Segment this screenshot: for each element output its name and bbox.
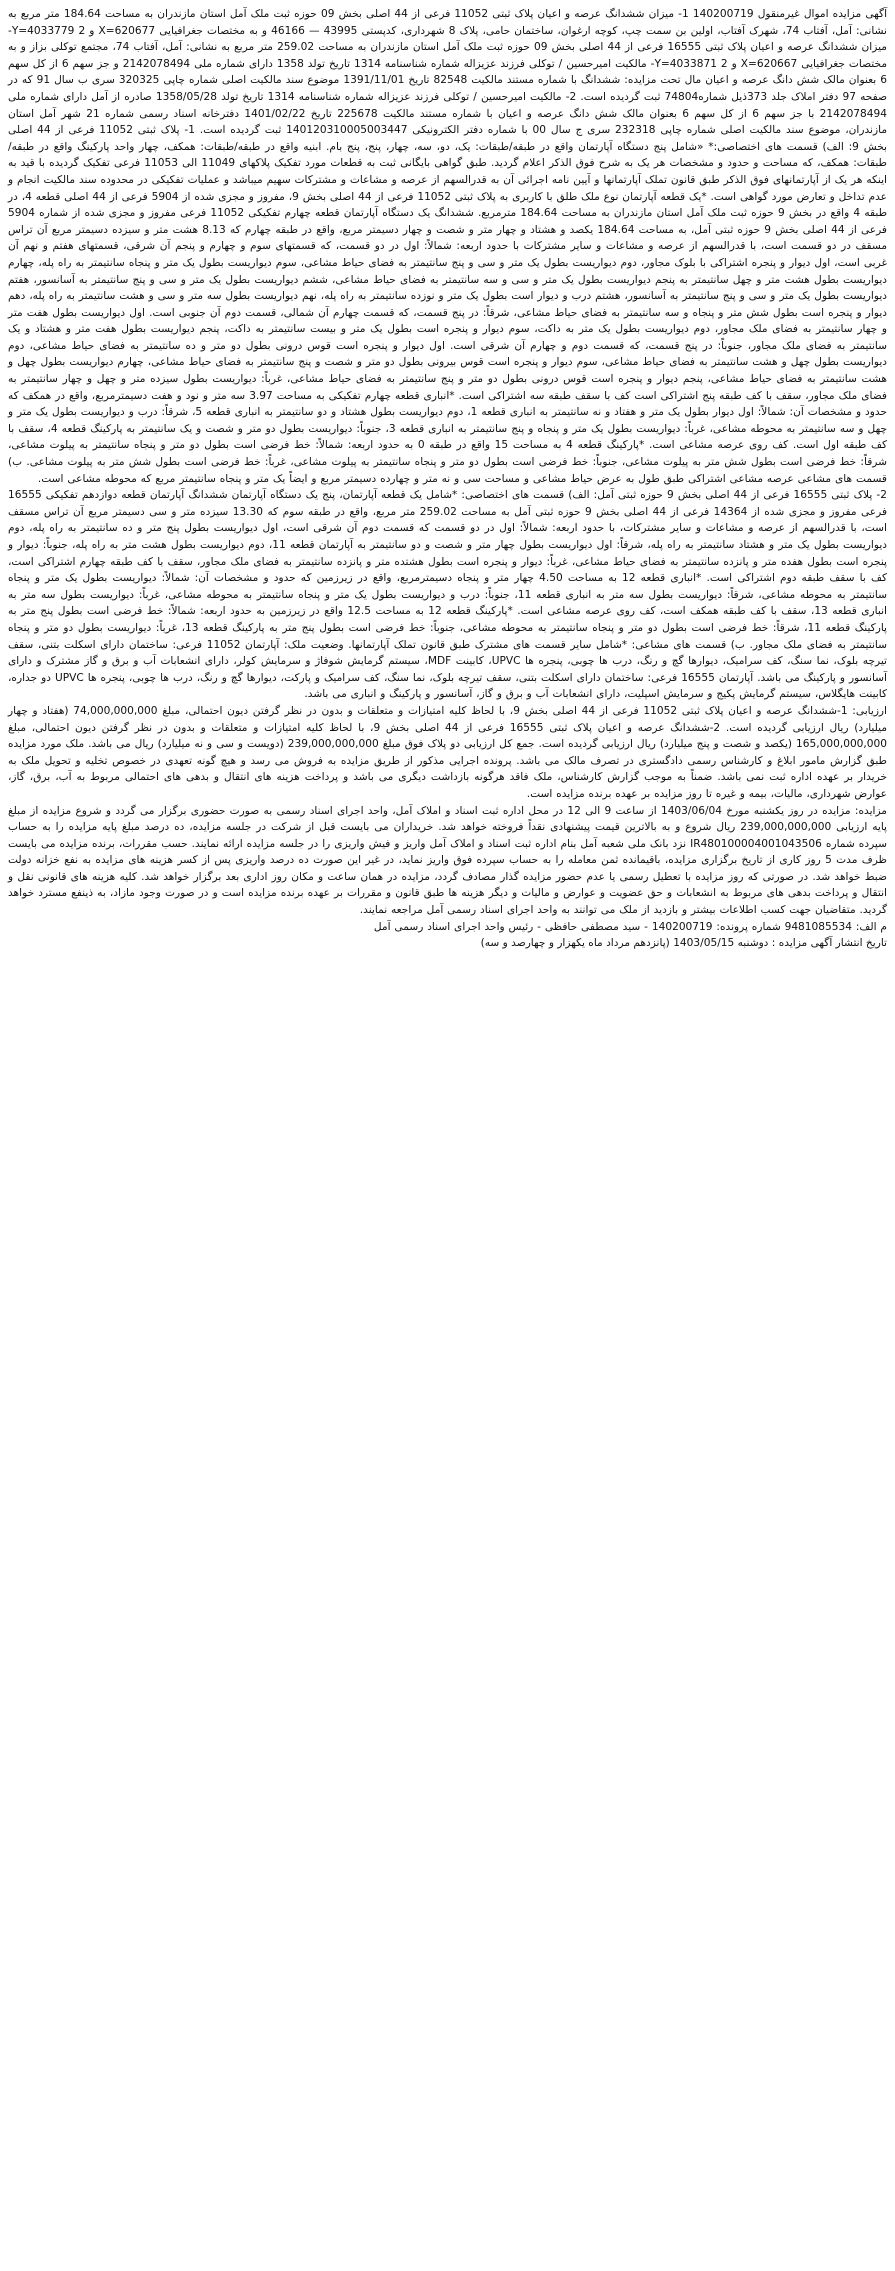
notice-paragraph-reference: م الف: 9481085534 شماره پرونده: 140200719 - سید مصطفی حافظی - رئیس واحد اجرای اسناد رسمی آمل [373, 920, 887, 933]
notice-paragraph-valuation: ارزیابی: 1-ششدانگ عرصه و اعیان پلاک ثبتی 11052 فرعی از 44 اصلی بخش 9، با لحاظ کلیه امتیازات و متعلقات و بدون در نظر گرفتن دیون احتمالی، مبلغ 74,000,000,000 (هفتاد و چهار میلیارد) ریال ارزیابی گردیده است. 2-ششدانگ عرصه و اعیان پلاک ثبتی 16555 فرعی از 44 اصلی بخش 9، با لحاظ کلیه امتیازات و متعلقات و بدون در نظر گرفتن دیون احتمالی، مبلغ 165,000,000,000 (یکصد و شصت و پنج میلیارد) ریال ارزیابی گردیده است. جمع کل ارزیابی دو پلاک فوق مبلغ 239,000,000,000 (دویست و سی و نه میلیارد) ریال می باشد. ملک مورد مزایده طبق گزارش مامور ابلاغ و کارشناس رسمی دادگستری در تصرف مالک می باشد. پرونده اجرایی مذکور از طریق مزایده به فروش می رسد و هیچ گونه تعهدی در خصوص تخلیه و تحویل ملک به خریدار بر عهده اداره ثبت نمی باشد. ضمناً به موجب گزارش کارشناس، ملک فاقد هرگونه بازداشت دیگری می باشد و پرداخت هزینه های انتقال و بدهی های احتمالی مربوط به آب، برق، گاز، عوارض شهرداری، مالیات، بیمه و غیره تا روز مزایده بر عهده برنده مزایده است. [8, 704, 888, 800]
notice-paragraph-property-description: آگهی مزایده اموال غیرمنقول 140200719 1- میزان ششدانگ عرصه و اعیان پلاک ثبتی 11052 فرعی از 44 اصلی بخش 09 حوزه ثبت ملک آمل استان مازندران به مساحت 184.64 متر مربع به نشانی: آمل، آفتاب 74، شهرک آفتاب، اولین بن سمت چپ، کوچه ارغوان، ساختمان حامی، پلاک 8 شهرداری، کدپستی 43995 — 46166 و به مختصات جغرافیایی X=620677 و Y=4033779 2- میزان ششدانگ عرصه و اعیان پلاک ثبتی 16555 فرعی از 44 اصلی بخش 09 حوزه ثبت ملک آمل استان مازندران به مساحت 259.02 متر مربع به نشانی: آمل، آفتاب 74، مجتمع توکلی بزاز و به مختصات جغرافیایی X=620667 و Y=4033871 2- مالکیت امیرحسین / توکلی فرزند عزیزاله شماره شناسنامه 1314 تاریخ تولد 1358 دارای شماره ملی 2142078494 و جز سهم 6 از کل سهم 6 بعنوان مالک شش دانگ عرصه و اعیان مال تحت مزایده: ششدانگ با شماره مستند مالکیت 82548 تاریخ 1391/11/01 موضوع سند مالکیت اصلی شماره چاپی 320325 سری ب سال 91 که در صفحه 97 دفتر املاک جلد 373ذیل شماره74804 ثبت گردیده است. 2- مالکیت امیرحسین / توکلی فرزند عزیزاله شماره شناسنامه 1314 تاریخ تولد 1358/05/28 صادره از آمل دارای شماره ملی 2142078494 با جز سهم 6 از کل سهم 6 بعنوان مالک شش دانگ عرصه و اعیان با شماره مستند مالکیت 225678 تاریخ 1401/02/22 دفترخانه اسناد رسمی شماره 21 شهر آمل استان مازندران، موضوع سند مالکیت اصلی شماره چاپی 232318 سری ج سال 00 با شماره دفتر الکترونیکی 140120310005003447 ثبت گردیده است. 1- پلاک ثبتی 11052 فرعی از 44 اصلی بخش 9: الف) قسمت های اختصاصی:* «شامل پنج دستگاه آپارتمان واقع در طبقه/طبقات: یک، دو، سه، چهار، پنج، پنج بام. ابنیه واقع در طبقه/طبقات: همکف، چهار واحد پارکینگ واقع در طبقه/طبقات: همکف، که مساحت و حدود و مشخصات هر یک به شرح فوق الذکر اعلام گردید. طبق گواهی بایگانی ثبت به قطعات مورد تفکیک پلاکهای 11049 الی 11053 فرعی تفکیک گردیده با قید به اینکه هر یک از آپارتمانهای فوق الذکر طبق قانون تملک آپارتمانها و آیین نامه اجرائی آن به قدرالسهم از عرصه و مشاعات و مشترکات سهیم میباشد و عملیات تفکیکی در محدوده سند مالکیت انجام و عدم تداخل و تعارض مورد گواهی است. *یک قطعه آپارتمان نوع ملک طلق با کاربری به پلاک ثبتی 11052 فرعی از 44 اصلی بخش 9، مفروز و مجزی شده از 5904 فرعی از 44 اصلی قطعه 4، در طبقه 4 واقع در بخش 9 حوزه ثبت ملک آمل استان مازندران به مساحت 184.64 مترمربع. ششدانگ یک دستگاه آپارتمان قطعه چهارم تفکیکی 11052 فرعی مفروز و مجزی شده از شماره 5904 فرعی از 44 اصلی بخش 9 حوزه ثبتی آمل، به مساحت 184.64 یکصد و هشتاد و چهار متر و شصت و چهار دسیمتر مربع، واقع در طبقه چهارم که 8.13 هشت متر و سیزده دسیمتر مربع آن تراس مسقف در دو قسمت است، با قدرالسهم از عرصه و مشاعات و سایر مشترکات با حدود اربعه: شمالاً: اول در دو قسمت، که قسمتهای سوم و چهارم و پنجم آن شرقی، قسمتهای هفتم و نهم آن غربی است، اول دیوار و پنجره اشتراکی با بلوک مجاور، دوم دیواریست بطول یک متر و سی و پنج سانتیمتر به فضای حیاط مشاعی، سوم دیواریست بطول یک متر و پنجاه سانتیمتر به راه پله، چهارم دیواریست بطول هشت متر و چهل سانتیمتر به پنجم دیواریست بطول یک متر و سی و سه سانتیمتر به فضای حیاط مشاعی، ششم دیواریست بطول یک متر و سی و پنج سانتیمتر به آسانسور، هفتم دیواریست بطول یک متر و سی و پنج سانتیمتر به آسانسور، هشتم درب و دیوار است بطول یک متر و نوزده سانتیمتر به راه پله، نهم دیواریست بطول سه متر و سی و هشت سانتیمتر به راه پله، دهم دیوار و پنجره است بطول شش متر و پنجاه و سه سانتیمتر به فضای حیاط مشاعی، شرقاً: در پنج قسمت، که قسمت چهارم آن شمالی، قسمت دوم آن جنوبی است. اول دیواریست بطول هفت متر و چهار سانتیمتر به فضای ملک مجاور، دوم دیواریست بطول یک متر به داکت، سوم دیوار و پنجره است بطول یک متر و بیست سانتیمتر به داکت، پنجم دیواریست بطول هفت متر و هشتاد و یک سانتیمتر به فضای ملک مجاور، جنوباً: در پنج قسمت، که قسمت دوم و چهارم آن شرقی است. اول دیوار و پنجره است قوس درونی بطول دو متر و ده سانتیمتر به فضای حیاط مشاعی، دوم دیواریست بطول چهل و هشت سانتیمتر به فضای حیاط مشاعی، سوم دیوار و پنجره است قوس بیرونی بطول دو متر و شصت و پنج سانتیمتر به فضای حیاط مشاعی، چهارم دیواریست بطول چهل و هشت سانتیمتر به فضای حیاط مشاعی، پنجم دیوار و پنجره است قوس درونی بطول دو متر و پنج سانتیمتر به فضای حیاط مشاعی، غرباً: دیواریست بطول سیزده متر و چهل و چهار سانتیمتر به فضای ملک مجاور، سقف با کف طبقه پنج اشتراکی است کف با سقف طبقه سه اشتراکی است. *انباری قطعه چهارم تفکیکی به مساحت 3.97 سه متر و نود و هفت دسیمترمربع، واقع در همکف که حدود و مشخصات آن: شمالاً: اول دیوار بطول یک متر و هفتاد و نه سانتیمتر به انباری قطعه 1، دوم دیواریست بطول هشتاد و دو سانتیمتر به انباری قطعه 5، شرقاً: درب و دیواریست بطول یک متر و چهل و سه سانتیمتر به محوطه مشاعی، غرباً: دیواریست بطول یک متر و پنجاه و پنج سانتیمتر به انباری قطعه 3، جنوباً: دیواریست بطول دو متر و شصت و یک سانتیمتر به پارکینگ قطعه 4، سقف با کف طبقه اول است. کف روی عرصه مشاعی است. *پارکینگ قطعه 4 به مساحت 15 واقع در طبقه 0 به حدود اربعه: شمالاً: خط فرضی است بطول دو متر و پنجاه سانتیمتر به پیلوت مشاعی، شرقاً: خط فرضی است بطول شش متر به پیلوت مشاعی، جنوباً: خط فرضی است بطول دو متر و پنجاه سانتیمتر به پیلوت مشاعی، غرباً: خط فرضی است بطول شش متر به پیلوت مشاعی. ب) قسمت های مشاعی عرصه مشاعی اشتراکی طبق طول به عرض حیاط مشاعی و مساحت سی و نه متر و چهارده دسیمتر مربع و ایضاً یک متر و پنجاه سانتیمتر مربع که محوطه مشاعی است. [8, 8, 888, 485]
notice-paragraph-second-property: 2- پلاک ثبتی 16555 فرعی از 44 اصلی بخش 9 حوزه ثبتی آمل: الف) قسمت های اختصاصی: *شامل یک قطعه آپارتمان، پنج یک دستگاه آپارتمان ششدانگ آپارتمان قطعه دوازدهم تفکیکی 16555 فرعی مفروز و مجزی شده از 14364 فرعی از 44 اصلی بخش 9 حوزه ثبتی آمل به مساحت 259.02 متر مربع، واقع در طبقه سوم که 13.30 سیزده متر و سی دسیمتر مربع آن تراس مسقف است، با قدرالسهم از عرصه و مشاعات و سایر مشترکات، با حدود اربعه: شمالاً: اول در دو قسمت که قسمت دوم آن شرقی است، اول دیواریست بطول پنج متر و ده سانتیمتر به راه پله، دوم دیواریست بطول یک متر و هشتاد سانتیمتر به راه پله، شرقاً: اول دیواریست بطول چهار متر و شصت و دو سانتیمتر به آپارتمان قطعه 11، دوم دیواریست بطول هشت متر به راه پله، جنوباً: دیوار و پنجره است بطول هفده متر و پانزده سانتیمتر به فضای حیاط مشاعی، غرباً: دیوار و پنجره است بطول هشتده متر و پانزده سانتیمتر به فضای ملک مجاور، سقف با کف طبقه چهارم اشتراکی است، کف با سقف طبقه دوم اشتراکی است. *انباری قطعه 12 به مساحت 4.50 چهار متر و پنجاه دسیمترمربع، واقع در زیرزمین که حدود و مشخصات آن: شمالاً: دیواریست بطول یک متر و پنجاه سانتیمتر به محوطه مشاعی، شرقاً: دیواریست بطول سه متر به انباری قطعه 11، جنوباً: درب و دیواریست بطول یک متر و پنجاه سانتیمتر به محوطه مشاعی، غرباً: دیواریست بطول سه متر به انباری قطعه 13، سقف با کف طبقه همکف است، کف روی عرصه مشاعی است. *پارکینگ قطعه 12 به مساحت 12.5 واقع در زیرزمین به حدود اربعه: شمالاً: خط فرضی است بطول پنج متر به پارکینگ قطعه 11، شرقاً: خط فرضی است بطول دو متر و پنجاه سانتیمتر به محوطه مشاعی، جنوباً: خط فرضی است بطول پنج متر به پارکینگ قطعه 13، غرباً: دیواریست بطول دو متر و پنجاه سانتیمتر به فضای ملک مجاور. ب) قسمت های مشاعی: *شامل سایر قسمت های مشترک طبق قانون تملک آپارتمانها. وضعیت ملک: آپارتمان 11052 فرعی: ساختمان دارای اسکلت بتنی، سقف تیرچه بلوک، نما سنگ، کف سرامیک، دیوارها گچ و رنگ، درب ها چوبی، پنجره ها UPVC، کابینت MDF، سیستم گرمایش شوفاژ و سرمایش کولر، دارای انشعابات آب و برق و گاز مشترک و دارای آسانسور و پارکینگ می باشد. آپارتمان 16555 فرعی: ساختمان دارای اسکلت بتنی، سقف تیرچه بلوک، نما سنگ، کف سرامیک و پارکت، دیوارها گچ و رنگ، درب ها چوبی، پنجره ها UPVC دو جداره، کابینت هایگلاس، سیستم گرمایش پکیج و سرمایش اسپلیت، دارای انشعابات آب و برق و گاز، آسانسور و پارکینگ و انباری می باشد. [8, 489, 888, 701]
notice-paragraph-auction-terms: مزایده: مزایده در روز یکشنبه مورخ 1403/06/04 از ساعت 9 الی 12 در محل اداره ثبت اسناد و املاک آمل، واحد اجرای اسناد رسمی به صورت حضوری برگزار می گردد و شروع مزایده از مبلغ پایه ارزیابی 239,000,000,000 ریال شروع و به بالاترین قیمت پیشنهادی نقداً فروخته خواهد شد. خریداران می بایست قبل از شرکت در جلسه مزایده، ده درصد مبلغ پایه مزایده را به حساب سپرده شماره IR480100004001043506 نزد بانک ملی شعبه آمل بنام اداره ثبت اسناد و املاک آمل واریز و فیش واریزی را در جلسه مزایده ارائه نمایند. حسب مقررات، برنده مزایده می بایست ظرف مدت 5 روز کاری از تاریخ برگزاری مزایده، باقیمانده ثمن معامله را به حساب سپرده فوق واریز نماید، در غیر این صورت ده درصد واریزی پس از کسر هزینه های مزایده به نفع خزانه دولت ضبط خواهد شد. در صورتی که روز مزایده با تعطیل رسمی یا عدم حضور مزایده گذار مصادف گردد، مزایده در همان ساعت و مکان روز اداری بعد برگزار خواهد شد. کلیه هزینه های قانونی نقل و انتقال و پرداخت بدهی های مربوط به انشعابات و حق عضویت و عوارض و مالیات و دیگر هزینه ها طبق قانون و مقررات بر عهده برنده مزایده است و در صورت وجود مازاد، به ذینفع مسترد خواهد گردید. متقاضیان جهت کسب اطلاعات بیشتر و بازدید از ملک می توانند به واحد اجرای اسناد رسمی آمل مراجعه نمایند. [8, 804, 888, 917]
publish-date-line: تاریخ انتشار آگهی مزایده : دوشنبه 1403/05/15 (پانزدهم مرداد ماه یکهزار و چهارصد و سه) [480, 937, 887, 950]
